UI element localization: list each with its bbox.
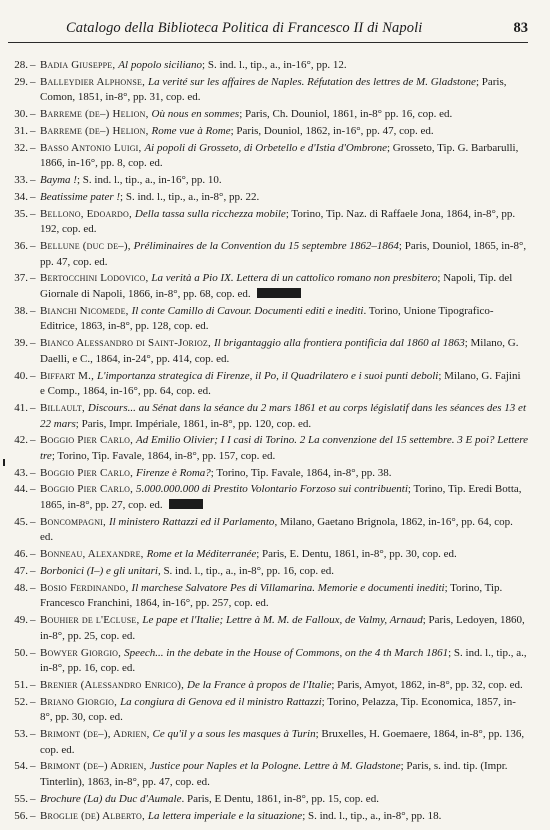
- entry-dash: –: [30, 548, 36, 561]
- entry-number: 55.: [14, 792, 28, 805]
- entry-dash: –: [30, 614, 36, 627]
- entry-work-title: Il marchese Salvatore Pes di Villamarina. Memorie e documenti inediti: [131, 581, 445, 594]
- catalog-entry: [8, 646, 528, 677]
- entry-body: [40, 759, 528, 790]
- margin-mark: [3, 459, 5, 466]
- entry-author: Biffart M.,: [40, 369, 98, 382]
- entry-dash: –: [30, 272, 36, 285]
- entry-dash: –: [30, 124, 36, 137]
- entry-work-title: La congiura di Genova ed il ministro Rattazzi: [120, 695, 322, 708]
- entry-work-title: Il conte Camillo di Cavour. Documenti editi e inediti: [131, 304, 364, 317]
- entry-author: Bellono, Edoardo,: [40, 207, 135, 220]
- catalog-entry: [8, 695, 528, 726]
- catalog-entry: [8, 75, 528, 106]
- entry-number: 52.: [14, 695, 28, 708]
- entry-body: [40, 336, 528, 367]
- entry-work-title: La lettera imperiale e la situazione: [147, 809, 303, 822]
- entry-number: 44.: [14, 483, 28, 496]
- entry-author: Boggio Pier Carlo,: [40, 434, 137, 447]
- catalog-entry: [8, 759, 528, 790]
- entry-author: Brenier (Alessandro Enrico),: [40, 678, 188, 691]
- catalog-entry: [8, 482, 528, 513]
- catalog-entry: [8, 107, 528, 123]
- catalog-entry: [8, 369, 528, 400]
- entry-author: Broglie (de) Alberto,: [40, 809, 148, 822]
- entry-author: Brimont (de–) Adrien,: [40, 760, 150, 773]
- entry-work-title: Justice pour Naples et la Pologne. Lettre à M. Gladstone: [149, 760, 401, 773]
- entry-body: [40, 695, 528, 726]
- entry-body: [40, 433, 528, 464]
- entry-work-title: Où nous en sommes: [151, 108, 240, 121]
- entry-author: Barreme (de–) Helion,: [40, 108, 152, 121]
- entry-author: Boggio Pier Carlo,: [40, 466, 137, 479]
- entry-number: 34.: [14, 190, 28, 203]
- entry-number: 29.: [14, 75, 28, 88]
- entry-dash: –: [30, 483, 36, 496]
- entry-dash: –: [30, 646, 36, 659]
- entry-dash: –: [30, 304, 36, 317]
- entry-author: Boncompagni,: [40, 515, 109, 528]
- entry-work-title: Rome et la Méditerranée: [146, 548, 257, 561]
- catalog-entry: [8, 547, 528, 563]
- catalog-entry: [8, 58, 528, 74]
- entry-body: [40, 401, 528, 432]
- catalog-entry: [8, 678, 528, 694]
- entry-author: Bertocchini Lodovico,: [40, 272, 152, 285]
- entry-work-title: Il brigantaggio alla frontiera pontificia dal 1860 al 1863: [213, 337, 465, 350]
- entry-dash: –: [30, 792, 36, 805]
- entry-body: [40, 141, 528, 172]
- entry-body: [40, 547, 528, 563]
- entry-publication: ; Paris, Douniol, 1862, in-16°, pp. 47, cop. ed.: [230, 124, 434, 137]
- entry-author: Brimont (de–), Adrien,: [40, 728, 153, 741]
- entry-publication: ; Torino, Tip. Eredi Botta, 1865, in-8°, pp. 27, cop. ed.: [40, 483, 522, 512]
- entry-publication: ; Paris, s. ind. tip. (Impr. Tinterlin), 1863, in-8°, pp. 47, cop. ed.: [40, 760, 508, 788]
- entry-work-title: Speech... in the debate in the House of Commons, on the 4 th March 1861: [124, 646, 449, 659]
- entry-number: 50.: [14, 646, 28, 659]
- catalog-entry: [8, 141, 528, 172]
- entry-number: 49.: [14, 614, 28, 627]
- entry-body: [40, 727, 528, 758]
- catalog-entry: [8, 304, 528, 335]
- entry-work-title: Della tassa sulla ricchezza mobile: [134, 207, 286, 220]
- entry-body: [40, 124, 528, 140]
- running-title: Catalogo della Biblioteca Politica di Francesco II di Napoli: [66, 20, 423, 36]
- entry-work-title: Borbonici (I–) e gli unitari: [40, 564, 158, 577]
- entry-dash: –: [30, 434, 36, 447]
- entry-publication: ; Grosseto, Tip. G. Barbarulli, 1866, in-16°, pp. 8, cop. ed.: [40, 141, 519, 170]
- entry-body: [40, 58, 528, 74]
- catalog-entry: [8, 466, 528, 482]
- entry-number: 28.: [14, 59, 28, 71]
- entry-publication: ; Torino, Pelazza, Tip. Economica, 1857, in-8°, pp. 30, cop. ed.: [40, 695, 516, 724]
- entry-work-title: L'importanza strategica di Firenze, il Po, il Quadrilatero e i suoi punti deboli: [97, 369, 439, 382]
- entry-body: [40, 678, 528, 694]
- entry-number: 54.: [14, 760, 28, 773]
- entry-publication: ; S. ind. l., tip., a., in-8°, pp. 18.: [302, 809, 442, 822]
- entry-number: 42.: [14, 434, 28, 447]
- entry-publication: ; Bruxelles, H. Goemaere, 1864, in-8°, pp. 136, cop. ed.: [40, 728, 525, 756]
- catalog-entry: [8, 190, 528, 206]
- redaction-mark: [257, 288, 301, 298]
- entry-body: [40, 369, 528, 400]
- entry-number: 45.: [14, 515, 28, 528]
- entry-publication: ; S. ind. l., tip., a., in-8°, pp. 16, cop. ed.: [40, 646, 527, 675]
- entry-body: [40, 190, 528, 206]
- entry-dash: –: [30, 695, 36, 708]
- entry-body: [40, 466, 528, 482]
- catalog-entry: [8, 207, 528, 238]
- entry-work-title: Bayma !: [40, 174, 77, 187]
- entry-publication: ; Paris, Ledoyen, 1860, in-8°, pp. 25, cop. ed.: [40, 614, 525, 642]
- entry-work-title: Al popolo siciliano: [118, 59, 203, 71]
- entry-body: [40, 564, 528, 580]
- entry-dash: –: [30, 515, 36, 528]
- entry-body: [40, 304, 528, 335]
- entry-author: Boggio Pier Carlo,: [40, 483, 137, 496]
- entry-publication: ; S. ind. l., tip., a., in-16°, pp. 12.: [202, 59, 347, 71]
- page-header: [8, 20, 528, 43]
- entry-body: [40, 239, 528, 270]
- catalog-entry: [8, 124, 528, 140]
- entry-publication: . Paris, E Dentu, 1861, in-8°, pp. 15, cop. ed.: [181, 792, 379, 805]
- entry-number: 38.: [14, 304, 28, 317]
- entry-dash: –: [30, 190, 36, 203]
- entry-number: 40.: [14, 369, 28, 382]
- entry-publication: ; Torino, Tip. Naz. di Raffaele Jona, 1864, in-8°, pp. 192, cop. ed.: [40, 207, 516, 236]
- entry-publication: ; Paris, Douniol, 1865, in-8°, pp. 47, cop. ed.: [40, 240, 527, 268]
- entry-work-title: Préliminaires de la Convention du 15 septembre 1862–1864: [133, 240, 399, 253]
- entry-publication: ; Torino, Tip. Francesco Franchini, 1864, in-16°, pp. 257, cop. ed.: [40, 581, 503, 610]
- entry-number: 46.: [14, 548, 28, 561]
- entry-publication: ; Torino, Tip. Favale, 1864, in-8°, pp. 157, cop. ed.: [51, 449, 276, 462]
- entry-publication: ; S. ind. l., tip., a., in-16°, pp. 10.: [76, 174, 222, 187]
- entry-work-title: De la France à propos de l'Italie: [187, 678, 332, 691]
- entry-author: Bowyer Giorgio,: [40, 646, 125, 659]
- entry-author: Bellune (duc de–),: [40, 240, 134, 253]
- entry-dash: –: [30, 401, 36, 414]
- entry-number: 37.: [14, 272, 28, 285]
- catalog-entry: [8, 401, 528, 432]
- entry-dash: –: [30, 466, 36, 479]
- entry-body: [40, 646, 528, 677]
- entry-publication: ; Milano, G. Daelli, e C., 1864, in-24°, pp. 414, cop. ed.: [40, 337, 519, 365]
- catalog-entry: [8, 613, 528, 644]
- entry-work-title: Ce qu'il y a sous les masques à Turin: [152, 728, 316, 741]
- entry-number: 51.: [14, 678, 28, 691]
- entry-work-title: Firenze è Roma?: [136, 466, 211, 479]
- entry-author: Basso Antonio Luigi,: [40, 141, 145, 154]
- entry-publication: ; Torino, Tip. Favale, 1864, in-8°, pp. 38.: [210, 466, 392, 479]
- entry-publication: ; Paris, Ch. Douniol, 1861, in-8° pp. 16, cop. ed.: [239, 108, 453, 121]
- entry-publication: ; Milano, G. Fajini e Comp., 1864, in-16°, pp. 64, cop. ed.: [40, 369, 521, 398]
- entry-publication: ; Napoli, Tip. del Giornale di Napoli, 1866, in-8°, pp. 68, cop. ed.: [40, 272, 513, 300]
- entry-dash: –: [30, 240, 36, 253]
- entry-body: [40, 271, 528, 302]
- entry-work-title: Ai popoli di Grosseto, di Orbetello e d'Istia d'Ombrone: [144, 141, 387, 154]
- entry-work-title: Le pape et l'Italie; Lettre à M. M. de Falloux, de Valmy, Arnaud: [142, 614, 423, 627]
- entry-work-title: La verité sur les affaires de Naples. Réfutation des lettres de M. Gladstone: [148, 75, 476, 88]
- entry-body: [40, 809, 528, 825]
- entry-dash: –: [30, 809, 36, 822]
- entry-number: 47.: [14, 564, 28, 577]
- entry-publication: ; Paris, Impr. Impériale, 1861, in-8°, pp. 120, cop. ed.: [75, 417, 312, 430]
- entry-body: [40, 207, 528, 238]
- catalog-entry: [8, 564, 528, 580]
- entry-number: 56.: [14, 809, 28, 822]
- entry-author: Billault,: [40, 401, 88, 414]
- entry-body: [40, 75, 528, 106]
- entry-number: 41.: [14, 401, 28, 414]
- entry-publication: ; S. ind. l., tip., a., in-8°, pp. 22.: [120, 190, 260, 203]
- entry-number: 35.: [14, 207, 28, 220]
- entry-dash: –: [30, 760, 36, 773]
- catalog-entry: [8, 433, 528, 464]
- entry-dash: –: [30, 678, 36, 691]
- entry-number: 36.: [14, 240, 28, 253]
- entry-number: 53.: [14, 728, 28, 741]
- entry-number: 43.: [14, 466, 28, 479]
- entry-work-title: Brochure (La) du Duc d'Aumale: [40, 792, 182, 805]
- entry-author: Bianco Alessandro di Saint-Jorioz,: [40, 337, 214, 350]
- catalog-entry: [8, 173, 528, 189]
- catalog-entry: [8, 727, 528, 758]
- entry-work-title: Il ministero Rattazzi ed il Parlamento: [108, 515, 275, 528]
- entry-number: 30.: [14, 108, 28, 121]
- catalog-entry: [8, 581, 528, 612]
- entry-publication: ; Paris, Comon, 1851, in-8°, pp. 31, cop. ed.: [40, 75, 507, 104]
- entry-number: 39.: [14, 337, 28, 350]
- entry-dash: –: [30, 59, 36, 71]
- entry-body: [40, 107, 528, 123]
- entry-dash: –: [30, 728, 36, 741]
- entry-publication: , S. ind. l., tip., a., in-8°, pp. 16, cop. ed.: [157, 564, 335, 577]
- entry-dash: –: [30, 141, 36, 154]
- entry-publication: ; Paris, Amyot, 1862, in-8°, pp. 32, cop. ed.: [331, 678, 523, 691]
- catalog-entries: [8, 58, 528, 825]
- entry-work-title: Beatissime pater !: [40, 190, 121, 203]
- entry-dash: –: [30, 207, 36, 220]
- entry-author: Bonneau, Alexandre,: [40, 548, 147, 561]
- entry-publication: . Torino, Unione Tipografico-Editrice, 1863, in-8°, pp. 128, cop. ed.: [40, 304, 494, 333]
- redaction-mark: [169, 499, 203, 509]
- entry-dash: –: [30, 337, 36, 350]
- catalog-entry: [8, 271, 528, 302]
- entry-author: Badia Giuseppe,: [40, 59, 119, 71]
- catalog-entry: [8, 792, 528, 808]
- entry-author: Balleydier Alphonse,: [40, 75, 149, 88]
- entry-body: [40, 482, 528, 513]
- entry-dash: –: [30, 581, 36, 594]
- entry-work-title: Discours... au Sénat dans la séance du 2 mars 1861 et au corps législatif dans les séances des 13 et 22 mars: [40, 401, 527, 430]
- entry-work-title: Rome vue à Rome: [151, 124, 231, 137]
- entry-body: [40, 792, 528, 808]
- entry-body: [40, 515, 528, 546]
- entry-author: Bianchi Nicomede,: [40, 304, 132, 317]
- entry-author: Briano Giorgio,: [40, 695, 121, 708]
- entry-number: 48.: [14, 581, 28, 594]
- entry-body: [40, 613, 528, 644]
- entry-work-title: 5.000.000.000 di Prestito Volontario Forzoso sui contribuenti: [136, 483, 408, 496]
- entry-body: [40, 173, 528, 189]
- entry-publication: , Milano, Gaetano Brignola, 1862, in-16°, pp. 64, cop. ed.: [40, 515, 513, 544]
- catalog-entry: [8, 809, 528, 825]
- entry-publication: ; Paris, E. Dentu, 1861, in-8°, pp. 30, cop. ed.: [256, 548, 457, 561]
- catalog-entry: [8, 239, 528, 270]
- entry-author: Bouhier de l'Ecluse,: [40, 614, 143, 627]
- entry-dash: –: [30, 174, 36, 187]
- catalog-entry: [8, 336, 528, 367]
- entry-author: Barreme (de–) Helion,: [40, 124, 152, 137]
- entry-work-title: La verità a Pio IX. Lettera di un cattolico romano non presbitero: [151, 272, 438, 285]
- entry-body: [40, 581, 528, 612]
- catalog-entry: [8, 515, 528, 546]
- entry-number: 33.: [14, 174, 28, 187]
- entry-dash: –: [30, 75, 36, 88]
- entry-dash: –: [30, 564, 36, 577]
- entry-author: Bosio Ferdinando,: [40, 581, 132, 594]
- entry-number: 32.: [14, 141, 28, 154]
- entry-number: 31.: [14, 124, 28, 137]
- entry-dash: –: [30, 369, 36, 382]
- entry-work-title: Ad Emilio Olivier; I I casi di Torino. 2 La convenzione del 15 settembre. 3 E poi? Lettere tre: [40, 434, 529, 462]
- entry-dash: –: [30, 108, 36, 121]
- page-number: 83: [513, 20, 528, 36]
